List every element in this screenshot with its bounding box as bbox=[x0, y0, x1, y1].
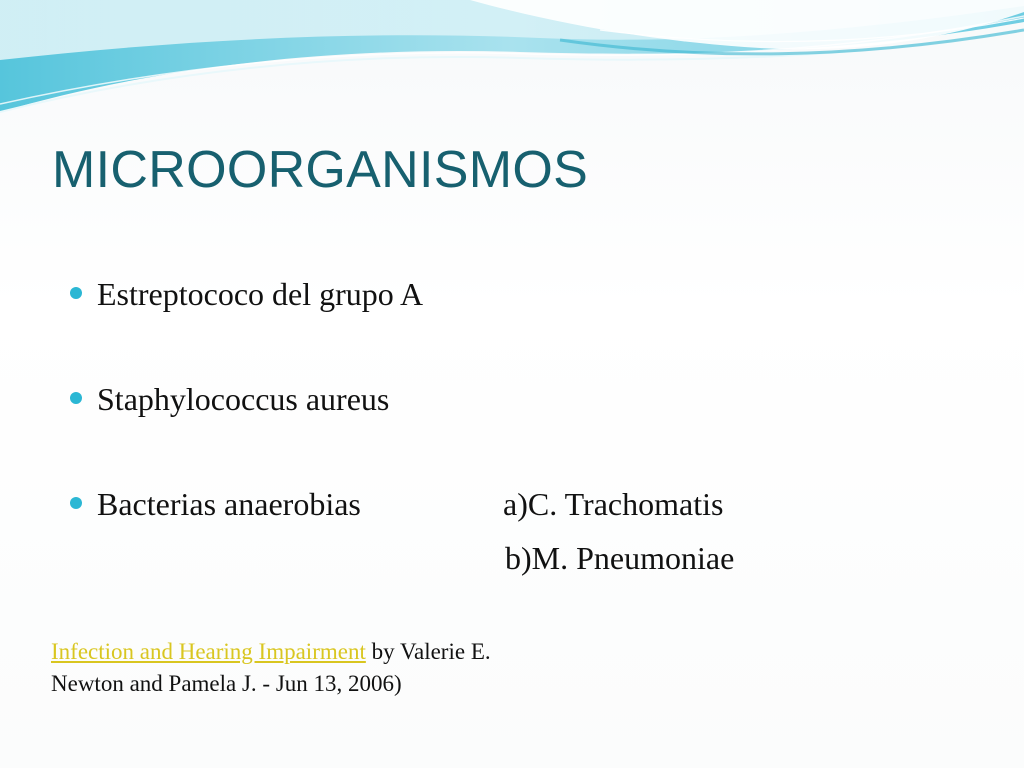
citation bbox=[51, 636, 511, 700]
bullet-text: Staphylococcus aureus bbox=[97, 381, 390, 417]
bullet-dot-icon bbox=[70, 287, 82, 299]
slide-title: MICROORGANISMOS bbox=[52, 141, 589, 199]
bullet-dot-icon bbox=[70, 392, 82, 404]
bullet-dot-icon bbox=[70, 497, 82, 509]
sub-item-b: b)M. Pneumoniae bbox=[505, 540, 735, 576]
bullet-text: Estreptococo del grupo A bbox=[97, 276, 424, 312]
bullet-text: Bacterias anaerobias bbox=[97, 486, 361, 522]
sub-item-a: a)C. Trachomatis bbox=[503, 486, 724, 522]
citation-text: by Valerie E. Newton and Pamela J. - Jun 13, 2006) bbox=[51, 639, 491, 696]
citation-link[interactable]: Infection and Hearing Impairment bbox=[51, 639, 366, 664]
